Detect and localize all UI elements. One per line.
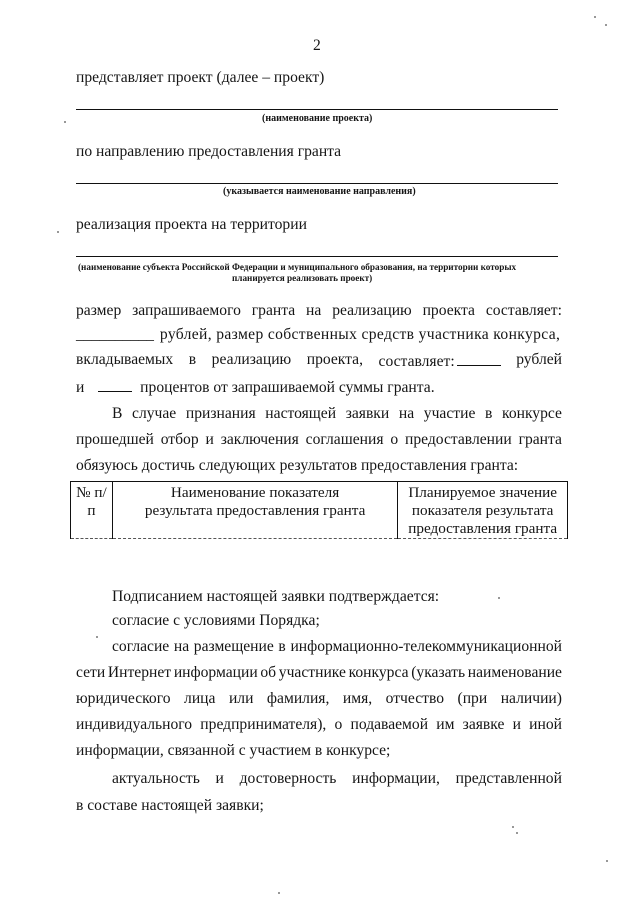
confirmation-item-consent-line-4: индивидуального предпринимателя), о подаваемой им заявке и иной: [76, 716, 562, 733]
grant-line-4: и процентов от запрашиваемой суммы гранта.: [76, 379, 435, 396]
grant-line-3: вкладываемых в реализацию проекта, составляет: рублей: [76, 351, 562, 370]
project-name-line: [76, 109, 558, 110]
confirmation-item-consent-line-3: юридического лица или фамилия, имя, отчество (при наличии): [76, 690, 562, 707]
confirmation-item-consent-line-2: сети Интернет информации об участнике конкурса (указать наименование: [76, 664, 562, 681]
scan-speck: [605, 24, 607, 26]
direction-line: [76, 183, 558, 184]
table-header-row: [71, 482, 568, 539]
confirmation-item-accuracy-line-1: актуальность и достоверность информации, представленной: [112, 770, 562, 787]
scan-speck: [512, 826, 514, 828]
scan-speck: [594, 16, 596, 18]
project-name-caption: (наименование проекта): [262, 113, 373, 124]
grant-line-2: __________ рублей, размер собственных средств участника конкурса,: [76, 326, 561, 343]
scan-speck: [64, 121, 66, 123]
confirmation-item-consent-line-1: согласие на размещение в информационно-телекоммуникационной: [112, 638, 562, 655]
column-header-planned-value: Планируемое значение показателя результата предоставления гранта: [398, 482, 568, 539]
confirmation-heading: Подписанием настоящей заявки подтверждается:: [112, 588, 440, 605]
territory-caption-line1: (наименование субъекта Российской Федерации и муниципального образования, на территории которых: [78, 262, 517, 272]
confirmation-item-terms: согласие с условиями Порядка;: [112, 612, 320, 629]
scan-speck: [606, 860, 608, 862]
percent-blank: [98, 377, 132, 392]
page-number: 2: [313, 37, 321, 54]
column-header-indicator: Наименование показателя результата предоставления гранта: [112, 482, 397, 539]
own-funds-blank: [457, 351, 501, 366]
territory-intro-text: реализация проекта на территории: [76, 216, 307, 233]
commitment-line-2: прошедшей отбор и заключения соглашения о предоставлении гранта: [76, 431, 562, 448]
grant-line-1: размер запрашиваемого гранта на реализацию проекта составляет:: [76, 302, 562, 319]
territory-caption-line2: планируется реализовать проект): [232, 273, 373, 283]
results-table: [70, 481, 568, 539]
territory-line: [76, 256, 558, 257]
commitment-line-1: В случае признания настоящей заявки на участие в конкурсе: [112, 405, 562, 422]
scan-speck: [57, 231, 59, 233]
column-header-number: № п/п: [71, 482, 113, 539]
project-intro-text: представляет проект (далее – проект): [76, 69, 325, 86]
scan-speck: [498, 597, 500, 599]
scan-speck: [96, 636, 98, 638]
scan-speck: [278, 892, 280, 894]
scan-speck: [516, 832, 518, 834]
direction-caption: (указывается наименование направления): [223, 186, 416, 197]
confirmation-item-consent-line-5: информации, связанной с участием в конкурсе;: [76, 742, 391, 759]
commitment-line-3: обязуюсь достичь следующих результатов предоставления гранта:: [76, 457, 519, 474]
grant-amount-blank: __________: [76, 326, 154, 343]
direction-intro-text: по направлению предоставления гранта: [76, 143, 342, 160]
confirmation-item-accuracy-line-2: в составе настоящей заявки;: [76, 797, 264, 814]
